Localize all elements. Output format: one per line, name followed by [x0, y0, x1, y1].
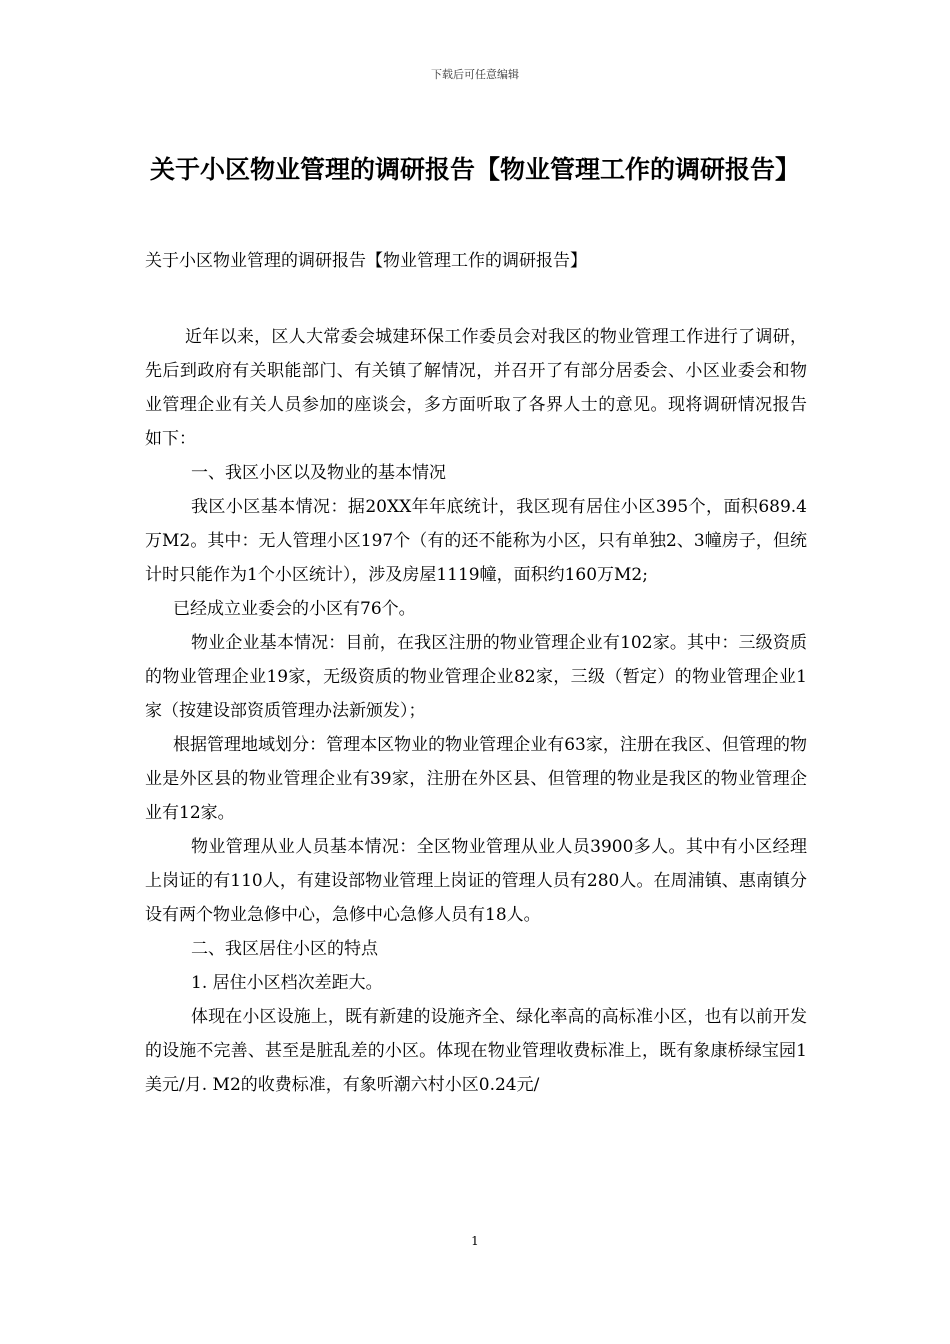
- page-header-note: 下载后可任意编辑: [431, 68, 519, 81]
- document-title: 关于小区物业管理的调研报告【物业管理工作的调研报告】: [149, 155, 800, 184]
- paragraph-community-overview: 我区小区基本情况：据20XX年年底统计，我区现有居住小区395个，面积689.4万M2。其中：无人管理小区197个（有的还不能称为小区，只有单独2、3幢房子，但统计时只能作为1个小区统计），涉及房屋1119幢，面积约160万M2;: [145, 497, 807, 585]
- paragraph-enterprise-overview: 物业企业基本情况：目前，在我区注册的物业管理企业有102家。其中：三级资质的物业管理企业19家，无级资质的物业管理企业82家，三级（暂定）的物业管理企业1家（按建设部资质管理办法新颁发）；: [145, 633, 807, 721]
- section-heading-1: 一、我区小区以及物业的基本情况: [191, 463, 446, 483]
- subsection-heading-1: 1. 居住小区档次差距大。: [191, 973, 383, 993]
- document-subtitle: 关于小区物业管理的调研报告【物业管理工作的调研报告】: [145, 251, 587, 271]
- document-body: [145, 320, 807, 1102]
- page-number: 1: [471, 1234, 479, 1248]
- paragraph-staff-overview: 物业管理从业人员基本情况：全区物业管理从业人员3900多人。其中有小区经理上岗证的有110人，有建设部物业管理上岗证的管理人员有280人。在周浦镇、惠南镇分设有两个物业急修中心，急修中心急修人员有18人。: [145, 837, 807, 925]
- paragraph-owner-committees: 已经成立业委会的小区有76个。: [173, 599, 416, 619]
- paragraph-intro: 近年以来，区人大常委会城建环保工作委员会对我区的物业管理工作进行了调研，先后到政府有关职能部门、有关镇了解情况，并召开了有部分居委会、小区业委会和物业管理企业有关人员参加的座谈会，多方面听取了各界人士的意见。现将调研情况报告如下：: [145, 327, 807, 449]
- section-heading-2: 二、我区居住小区的特点: [191, 939, 378, 959]
- paragraph-grade-difference: 体现在小区设施上，既有新建的设施齐全、绿化率高的高标准小区，也有以前开发的设施不完善、甚至是脏乱差的小区。体现在物业管理收费标准上，既有象康桥绿宝园1美元/月. M2的收费标准，有象听潮六村小区0.24元/: [145, 1007, 807, 1095]
- paragraph-region-division: 根据管理地域划分：管理本区物业的物业管理企业有63家，注册在我区、但管理的物业是外区县的物业管理企业有39家，注册在外区县、但管理的物业是我区的物业管理企业有12家。: [145, 735, 807, 823]
